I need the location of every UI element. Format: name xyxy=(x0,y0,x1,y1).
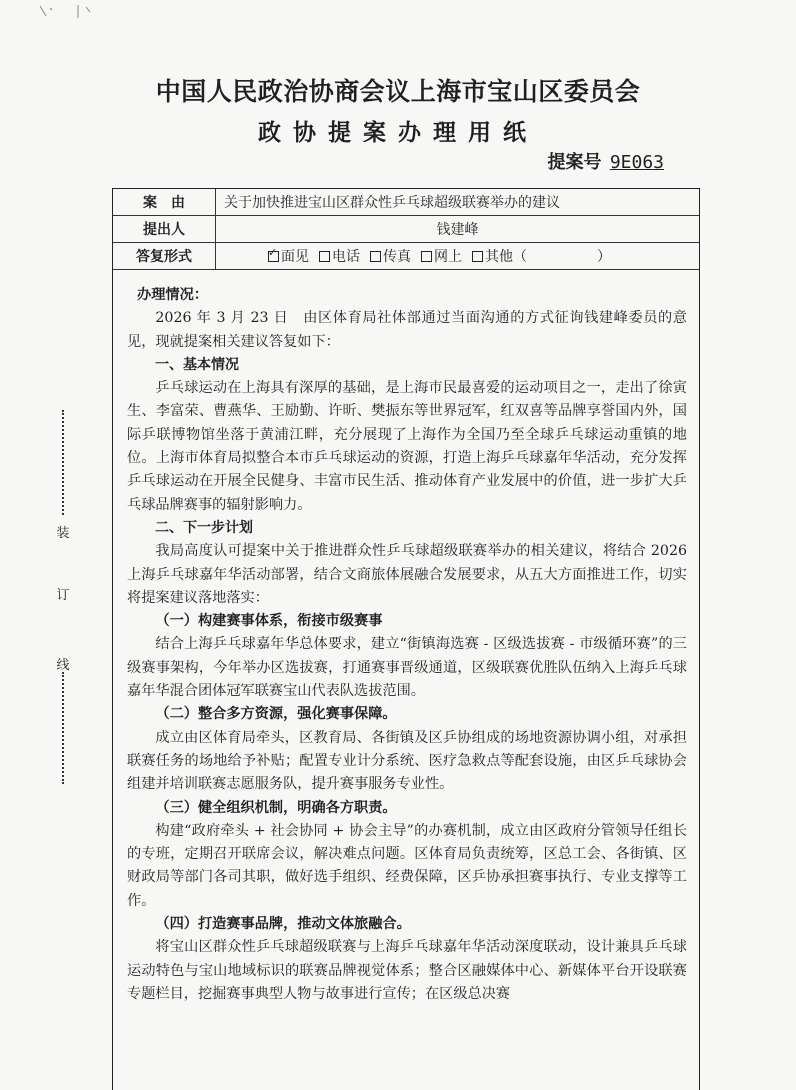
item-1-paragraph: 结合上海乒乓球嘉年华总体要求，建立“街镇海选赛 - 区级选拔赛 - 市级循环赛”的三级赛事架构，今年举办区选拔赛，打通赛事晋级通道，区级联赛优胜队伍纳入上海乒乓球嘉年华混合团体冠军联赛宝山代表队选拔范围。 xyxy=(127,636,687,700)
reply-option-online[interactable] xyxy=(421,246,462,266)
reply-options xyxy=(216,243,699,269)
handling-heading: 办理情况： xyxy=(137,287,208,303)
subject-label: 案 由 xyxy=(113,189,216,215)
reply-option-phone[interactable] xyxy=(319,246,360,266)
checkbox-checked-icon[interactable] xyxy=(268,251,279,262)
reply-option-label: 网上 xyxy=(434,249,462,265)
reply-option-label: 电话 xyxy=(332,249,360,265)
reply-option-label: 其他（ xyxy=(485,249,527,265)
checkbox-icon[interactable] xyxy=(319,251,330,262)
reply-form-row xyxy=(113,243,699,270)
section-1-paragraph: 乒乓球运动在上海具有深厚的基础，是上海市民最喜爱的运动项目之一，走出了徐寅生、李富荣、曹燕华、王励勤、许昕、樊振东等世界冠军，红双喜等品牌享誉国内外，国际乒联博物馆坐落于黄浦江畔，充分展现了上海作为全国乃至全球乒乓球运动重镇的地位。上海市体育局拟整合本市乒乓球运动的资源，打造上海乒乓球嘉年华活动，充分发挥乒乓球运动在开展全民健身、丰富市民生活、推动体育产业发展中的价值，进一步扩大乒乓球品牌赛事的辐射影响力。 xyxy=(127,380,687,513)
binding-char-3: 线 xyxy=(56,658,70,673)
reply-option-fax[interactable] xyxy=(370,246,411,266)
document-title: 中国人民政治协商会议上海市宝山区委员会 xyxy=(155,77,641,106)
reply-form-label: 答复形式 xyxy=(113,243,216,269)
reply-option-label: 传真 xyxy=(383,249,411,265)
checkbox-icon[interactable] xyxy=(421,251,432,262)
binding-line xyxy=(56,410,70,790)
item-4-paragraph: 将宝山区群众性乒乓球超级联赛与上海乒乓球嘉年华活动深度联动，设计兼具乒乓球运动特色与宝山地域标识的联赛品牌视觉体系；整合区融媒体中心、新媒体平台开设联赛专题栏目，挖掘赛事典型人物与故事进行宣传；在区级总决赛 xyxy=(127,939,687,1002)
document-subtitle: 政协提案办理用纸 xyxy=(258,120,538,146)
section-2-paragraph: 我局高度认可提案中关于推进群众性乒乓球超级联赛举办的相关建议，将结合 2026 上海乒乓球嘉年华活动部署，结合文商旅体展融合发展要求，从五大方面推进工作，切实将提案建议落地落实： xyxy=(127,543,687,606)
binding-char-2: 订 xyxy=(56,588,70,603)
proposal-form xyxy=(112,188,700,1090)
proposal-number-label: 提案号 xyxy=(547,152,602,173)
section-1-title: 一、基本情况 xyxy=(155,356,239,373)
proposal-number xyxy=(548,148,678,174)
item-4-title: （四）打造赛事品牌，推动文体旅融合。 xyxy=(155,916,411,933)
subject-row xyxy=(113,189,699,216)
item-3-title: （三）健全组织机制，明确各方职责。 xyxy=(155,799,397,816)
item-1-title: （一）构建赛事体系，衔接市级赛事 xyxy=(155,613,383,630)
reply-option-other[interactable] xyxy=(472,246,611,266)
intro-paragraph: 2026 年 3 月 23 日 由区体育局社体部通过当面沟通的方式征询钱建峰委员的意见，现就提案相关建议答复如下： xyxy=(127,310,687,350)
proposer-value: 钱建峰 xyxy=(436,222,479,238)
reply-option-label: 面见 xyxy=(281,249,309,265)
proposer-row xyxy=(113,216,699,243)
section-2-title: 二、下一步计划 xyxy=(155,519,253,536)
handling-content xyxy=(113,270,699,1006)
subject-value: 关于加快推进宝山区群众性乒乓球超级联赛举办的建议 xyxy=(224,195,560,211)
corner-scan-marks xyxy=(38,4,98,20)
reply-option-meeting[interactable] xyxy=(268,246,309,266)
item-2-paragraph: 成立由区体育局牵头，区教育局、各街镇及区乒协组成的场地资源协调小组，对承担联赛任务的场地给予补贴；配置专业计分系统、医疗急救点等配套设施，由区乒乓球协会组建并培训联赛志愿服务队，提升赛事服务专业性。 xyxy=(127,729,687,793)
checkbox-icon[interactable] xyxy=(370,251,381,262)
proposal-number-value: 9E063 xyxy=(609,152,664,173)
binding-char-1: 装 xyxy=(56,526,70,541)
reply-option-close-paren: ） xyxy=(597,249,611,265)
checkbox-icon[interactable] xyxy=(472,251,483,262)
item-3-paragraph: 构建“政府牵头 + 社会协同 + 协会主导”的办赛机制，成立由区政府分管领导任组长的专班，定期召开联席会议，解决难点问题。区体育局负责统筹，区总工会、各街镇、区财政局等部门各司其职，做好选手组织、经费保障，区乒协承担赛事执行、专业支撑等工作。 xyxy=(127,822,687,909)
item-2-title: （二）整合多方资源，强化赛事保障。 xyxy=(155,706,397,723)
proposer-label: 提出人 xyxy=(113,216,216,242)
